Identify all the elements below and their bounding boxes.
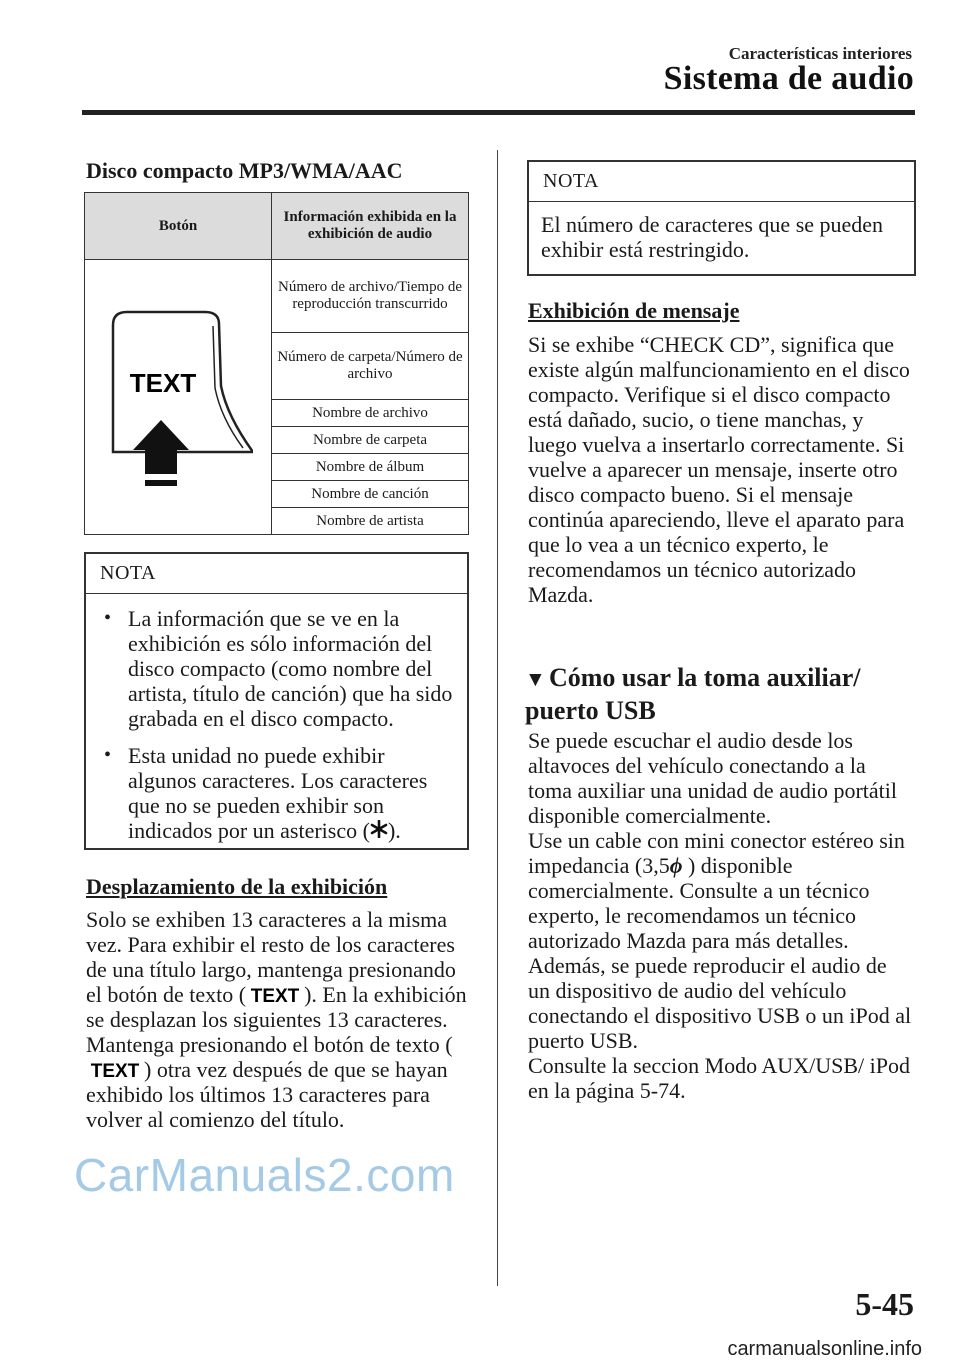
- table-row: [85, 260, 469, 333]
- table-cell-info: Número de archivo/Tiempo de reproducción transcurrido: [272, 260, 469, 333]
- note-bullet-text: Esta unidad no puede exhibir algunos caracteres. Los caracteres que no se pueden exhibir son indicados por un asterisco (: [128, 743, 428, 843]
- table-cell-info: Nombre de carpeta: [272, 427, 469, 454]
- aux-text: [528, 828, 912, 953]
- page-title: Sistema de audio: [663, 60, 914, 97]
- inline-icon-label: TEXT: [90, 1061, 140, 1079]
- text-button-inline-icon: [86, 1061, 144, 1079]
- aux-text: Se puede escuchar el audio desde los altavoces del vehículo conectando a la toma auxiliar una unidad de audio portátil disponible comercialmente.: [528, 728, 898, 828]
- asterisk-icon: [370, 820, 388, 838]
- text-button-label: TEXT: [129, 367, 197, 398]
- table-header-row: [85, 193, 469, 260]
- text-button-icon: [103, 290, 253, 500]
- table-header-button: Botón: [85, 193, 272, 260]
- inline-icon-label: TEXT: [250, 986, 300, 1004]
- aux-paragraph: [528, 728, 912, 1103]
- note-heading: NOTA: [86, 554, 467, 594]
- aux-text-part: Use un cable con mini conector estéreo sin impedancia (3,5: [528, 828, 905, 878]
- aux-heading-text: Cómo usar la toma auxiliar/ puerto USB: [525, 663, 861, 725]
- page-number: 5-45: [855, 1286, 914, 1322]
- triangle-marker-icon: ▼: [525, 667, 546, 691]
- table-cell-info: Nombre de álbum: [272, 454, 469, 481]
- table-cell-info: Nombre de canción: [272, 481, 469, 508]
- note-heading: NOTA: [529, 162, 914, 202]
- section-title: Disco compacto MP3/WMA/AAC: [86, 158, 403, 183]
- aux-text-part: ) disponible comercialmente. Consulte a un técnico experto, le recomendamos un técnico autorizado Mazda para más detalles.: [528, 853, 870, 953]
- aux-text: Además, se puede reproducir el audio de un dispositivo de audio del vehículo conectando el dispositivo USB o un iPod al puerto USB.: [528, 953, 912, 1053]
- watermark-logo: CarManuals2.com: [74, 1149, 455, 1201]
- note-bullet: • La información que se ve en la exhibición es sólo información del disco compacto (como nombre del artista, título de canción) que ha sido grabada en el disco compacto.: [98, 606, 455, 731]
- column-divider: [497, 150, 498, 1286]
- table-cell-info: Número de carpeta/Número de archivo: [272, 333, 469, 400]
- note-bullet: [98, 743, 455, 843]
- footer-site-label: carmanualsonline.info: [727, 1338, 922, 1360]
- scroll-paragraph: [86, 907, 470, 1132]
- table-header-info: Información exhibida en la exhibición de audio: [272, 193, 469, 260]
- message-paragraph: Si se exhibe “CHECK CD”, significa que existe algún malfuncionamiento en el disco compacto. Verifique si el disco compacto está dañado, sucio, o tiene manchas, y luego vuelva a insertarlo correctamente. Si vuelve a aparecer un mensaje, inserte otro disco compacto bueno. Si el mensaje continúa apareciendo, lleve el aparato para que lo vea a un técnico experto, le recomendamos un técnico autorizado Mazda.: [528, 332, 910, 607]
- scroll-text: ) otra vez después de que se hayan exhibido los últimos 13 caracteres para volver al comienzo del título.: [86, 1057, 448, 1132]
- scroll-text: Solo se exhiben 13 caracteres a la misma vez. Para exhibir el resto de los caracteres de una título largo, mantenga presionando el botón de texto (: [86, 907, 456, 1007]
- note-bullet-text-end: ).: [387, 818, 401, 843]
- scroll-text: ). En la exhibición se desplazan los siguientes 13 caracteres. Mantenga presionando el botón de texto (: [86, 982, 467, 1057]
- scroll-heading: Desplazamiento de la exhibición: [86, 874, 388, 899]
- header-rule: [82, 110, 915, 115]
- note-box-left: [84, 552, 469, 850]
- chapter-label: Características interiores: [728, 44, 912, 63]
- aux-section-heading: [525, 662, 905, 726]
- aux-text: Consulte la seccion Modo AUX/USB/ iPod en la página 5-74.: [528, 1053, 910, 1103]
- text-button-inline-icon: [246, 986, 304, 1004]
- note-box-right: [527, 160, 916, 276]
- message-heading: Exhibición de mensaje: [528, 298, 740, 323]
- table-cell-info: Nombre de artista: [272, 508, 469, 535]
- text-button-illustration-cell: [85, 260, 272, 535]
- note-body: [86, 594, 467, 867]
- button-info-table: [84, 192, 469, 535]
- table-cell-info: Nombre de archivo: [272, 400, 469, 427]
- diameter-symbol: ϕ: [669, 853, 683, 878]
- note-body: El número de caracteres que se pueden exhibir está restringido.: [541, 212, 884, 262]
